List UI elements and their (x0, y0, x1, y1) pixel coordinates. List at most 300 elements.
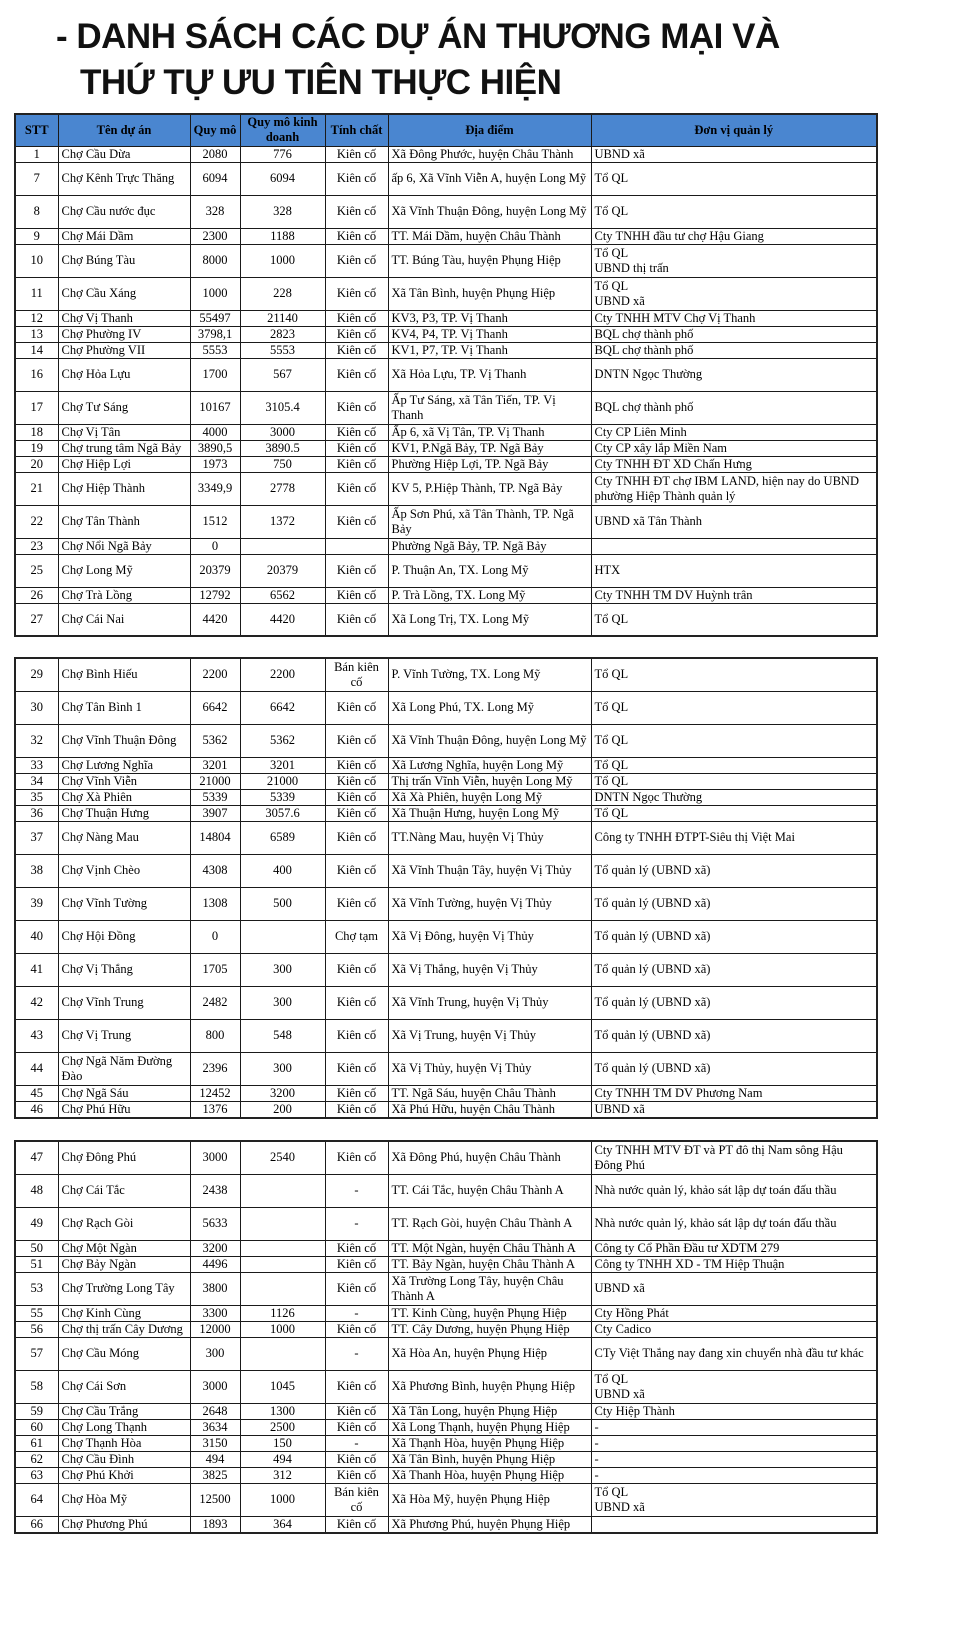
table-row (15, 1085, 877, 1101)
table-row (15, 358, 877, 391)
location-cell: KV4, P4, TP. Vị Thanh (388, 326, 591, 342)
stt-cell: 66 (15, 1516, 58, 1533)
name-cell: Chợ Búng Tàu (58, 244, 190, 277)
type-cell: Kiên cố (325, 1370, 388, 1403)
stt-cell: 59 (15, 1403, 58, 1419)
scale-cell: 10167 (190, 391, 240, 424)
table-row (15, 326, 877, 342)
table-row (15, 1516, 877, 1533)
stt-cell: 29 (15, 658, 58, 691)
business-scale-cell: 2823 (240, 326, 325, 342)
stt-cell: 40 (15, 920, 58, 953)
location-cell: Xã Hòa Mỹ, huyện Phụng Hiệp (388, 1483, 591, 1516)
manager-cell: Tổ QL UBND xã (591, 1370, 877, 1403)
type-cell: Kiên cố (325, 505, 388, 538)
name-cell: Chợ Long Mỹ (58, 554, 190, 587)
manager-cell: UBND xã (591, 146, 877, 162)
manager-cell: Cty Hiệp Thành (591, 1403, 877, 1419)
table-row (15, 1467, 877, 1483)
scale-cell: 12792 (190, 587, 240, 603)
business-scale-cell: 2540 (240, 1141, 325, 1174)
scale-cell: 1893 (190, 1516, 240, 1533)
stt-cell: 18 (15, 424, 58, 440)
scale-cell: 4420 (190, 603, 240, 636)
location-cell: Xã Vĩnh Trung, huyện Vị Thủy (388, 986, 591, 1019)
table-row (15, 424, 877, 440)
type-cell: Bán kiên cố (325, 658, 388, 691)
table-row (15, 1321, 877, 1337)
scale-cell: 2080 (190, 146, 240, 162)
scale-cell: 21000 (190, 773, 240, 789)
table-row (15, 724, 877, 757)
stt-cell: 11 (15, 277, 58, 310)
manager-cell: UBND xã (591, 1272, 877, 1305)
table-row (15, 1483, 877, 1516)
type-cell: - (325, 1337, 388, 1370)
stt-cell: 8 (15, 195, 58, 228)
stt-cell: 23 (15, 538, 58, 554)
project-table-part-3 (14, 1140, 878, 1534)
manager-cell: Tổ quản lý (UBND xã) (591, 920, 877, 953)
name-cell: Chợ Cầu nước đục (58, 195, 190, 228)
stt-cell: 26 (15, 587, 58, 603)
name-cell: Chợ Tư Sáng (58, 391, 190, 424)
scale-cell: 4496 (190, 1256, 240, 1272)
business-scale-cell: 150 (240, 1435, 325, 1451)
scale-cell: 2438 (190, 1174, 240, 1207)
table-row (15, 1272, 877, 1305)
name-cell: Chợ Nổi Ngã Bảy (58, 538, 190, 554)
table-row (15, 1256, 877, 1272)
project-table-part-1 (14, 113, 878, 637)
stt-cell: 16 (15, 358, 58, 391)
type-cell: Kiên cố (325, 195, 388, 228)
location-cell: Xã Vĩnh Tường, huyện Vị Thủy (388, 887, 591, 920)
scale-cell: 328 (190, 195, 240, 228)
table-row (15, 1451, 877, 1467)
stt-cell: 37 (15, 821, 58, 854)
stt-cell: 51 (15, 1256, 58, 1272)
business-scale-cell: 3200 (240, 1085, 325, 1101)
stt-cell: 57 (15, 1337, 58, 1370)
scale-cell: 12000 (190, 1321, 240, 1337)
location-cell: Xã Vị Trung, huyện Vị Thủy (388, 1019, 591, 1052)
business-scale-cell: 300 (240, 1052, 325, 1085)
name-cell: Chợ Cầu Đình (58, 1451, 190, 1467)
type-cell: Kiên cố (325, 146, 388, 162)
name-cell: Chợ Mái Dầm (58, 228, 190, 244)
business-scale-cell (240, 1207, 325, 1240)
name-cell: Chợ trung tâm Ngã Bảy (58, 440, 190, 456)
manager-cell: Tổ QL (591, 691, 877, 724)
business-scale-cell: 1126 (240, 1305, 325, 1321)
name-cell: Chợ Cầu Trắng (58, 1403, 190, 1419)
scale-cell: 2482 (190, 986, 240, 1019)
scale-cell: 5339 (190, 789, 240, 805)
header-scale: Quy mô (190, 114, 240, 146)
business-scale-cell: 300 (240, 953, 325, 986)
business-scale-cell (240, 920, 325, 953)
stt-cell: 44 (15, 1052, 58, 1085)
location-cell: Xã Vị Thắng, huyện Vị Thủy (388, 953, 591, 986)
manager-cell: Công ty TNHH ĐTPT-Siêu thị Việt Mai (591, 821, 877, 854)
business-scale-cell: 6562 (240, 587, 325, 603)
table-row (15, 805, 877, 821)
business-scale-cell: 5339 (240, 789, 325, 805)
business-scale-cell: 6589 (240, 821, 325, 854)
stt-cell: 39 (15, 887, 58, 920)
table-row (15, 146, 877, 162)
type-cell: Kiên cố (325, 1321, 388, 1337)
business-scale-cell: 3000 (240, 424, 325, 440)
name-cell: Chợ Phú Khởi (58, 1467, 190, 1483)
stt-cell: 41 (15, 953, 58, 986)
manager-cell: Cty TNHH đầu tư chợ Hậu Giang (591, 228, 877, 244)
business-scale-cell: 548 (240, 1019, 325, 1052)
location-cell: Xã Thanh Hòa, huyện Phụng Hiệp (388, 1467, 591, 1483)
type-cell: Kiên cố (325, 1419, 388, 1435)
business-scale-cell (240, 1256, 325, 1272)
name-cell: Chợ Phương Phú (58, 1516, 190, 1533)
header-stt: STT (15, 114, 58, 146)
scale-cell: 12500 (190, 1483, 240, 1516)
location-cell: Xã Đông Phước, huyện Châu Thành (388, 146, 591, 162)
location-cell: KV1, P7, TP. Vị Thanh (388, 342, 591, 358)
name-cell: Chợ Hòa Mỹ (58, 1483, 190, 1516)
title-line-1: - DANH SÁCH CÁC DỰ ÁN THƯƠNG MẠI VÀ (56, 17, 780, 56)
type-cell: Kiên cố (325, 358, 388, 391)
manager-cell: Nhà nước quản lý, khảo sát lập dự toán đấu thầu (591, 1174, 877, 1207)
name-cell: Chợ Bình Hiếu (58, 658, 190, 691)
location-cell: P. Thuận An, TX. Long Mỹ (388, 554, 591, 587)
manager-cell: Tổ QL UBND xã (591, 277, 877, 310)
type-cell: Kiên cố (325, 440, 388, 456)
business-scale-cell: 3890.5 (240, 440, 325, 456)
type-cell: Kiên cố (325, 1019, 388, 1052)
name-cell: Chợ Hiệp Thành (58, 472, 190, 505)
table-row (15, 658, 877, 691)
manager-cell: Tổ QL (591, 724, 877, 757)
manager-cell: Tổ QL (591, 603, 877, 636)
table-row (15, 1019, 877, 1052)
manager-cell: DNTN Ngọc Thường (591, 789, 877, 805)
location-cell: TT. Rạch Gòi, huyện Châu Thành A (388, 1207, 591, 1240)
table-row (15, 244, 877, 277)
type-cell: Kiên cố (325, 1516, 388, 1533)
name-cell: Chợ Hội Đồng (58, 920, 190, 953)
stt-cell: 60 (15, 1419, 58, 1435)
name-cell: Chợ Hỏa Lựu (58, 358, 190, 391)
table-row (15, 391, 877, 424)
name-cell: Chợ Cầu Móng (58, 1337, 190, 1370)
stt-cell: 48 (15, 1174, 58, 1207)
stt-cell: 20 (15, 456, 58, 472)
table-row (15, 554, 877, 587)
name-cell: Chợ Vị Tân (58, 424, 190, 440)
business-scale-cell: 2500 (240, 1419, 325, 1435)
name-cell: Chợ Cầu Xáng (58, 277, 190, 310)
manager-cell: Cty TNHH MTV Chợ Vị Thanh (591, 310, 877, 326)
stt-cell: 9 (15, 228, 58, 244)
name-cell: Chợ thị trấn Cây Dương (58, 1321, 190, 1337)
stt-cell: 43 (15, 1019, 58, 1052)
business-scale-cell (240, 1272, 325, 1305)
scale-cell: 6642 (190, 691, 240, 724)
stt-cell: 58 (15, 1370, 58, 1403)
location-cell: Xã Vĩnh Thuận Đông, huyện Long Mỹ (388, 195, 591, 228)
name-cell: Chợ Kênh Trực Thăng (58, 162, 190, 195)
stt-cell: 47 (15, 1141, 58, 1174)
stt-cell: 46 (15, 1101, 58, 1118)
location-cell: Xã Phú Hữu, huyện Châu Thành (388, 1101, 591, 1118)
type-cell: Kiên cố (325, 326, 388, 342)
scale-cell: 3000 (190, 1370, 240, 1403)
table-row (15, 887, 877, 920)
name-cell: Chợ Vị Thanh (58, 310, 190, 326)
location-cell: ấp 6, Xã Vĩnh Viễn A, huyện Long Mỹ (388, 162, 591, 195)
business-scale-cell: 228 (240, 277, 325, 310)
stt-cell: 14 (15, 342, 58, 358)
type-cell: Kiên cố (325, 1141, 388, 1174)
manager-cell: Tổ quản lý (UBND xã) (591, 1052, 877, 1085)
scale-cell: 800 (190, 1019, 240, 1052)
manager-cell (591, 1516, 877, 1533)
manager-cell: HTX (591, 554, 877, 587)
stt-cell: 55 (15, 1305, 58, 1321)
manager-cell: Nhà nước quản lý, khảo sát lập dự toán đấu thầu (591, 1207, 877, 1240)
stt-cell: 63 (15, 1467, 58, 1483)
scale-cell: 6094 (190, 162, 240, 195)
location-cell: P. Trà Lồng, TX. Long Mỹ (388, 587, 591, 603)
type-cell (325, 538, 388, 554)
stt-cell: 34 (15, 773, 58, 789)
type-cell: Kiên cố (325, 554, 388, 587)
scale-cell: 0 (190, 920, 240, 953)
business-scale-cell: 776 (240, 146, 325, 162)
manager-cell (591, 538, 877, 554)
manager-cell: Tổ QL (591, 162, 877, 195)
manager-cell: Tổ QL (591, 805, 877, 821)
type-cell: Kiên cố (325, 887, 388, 920)
business-scale-cell: 1045 (240, 1370, 325, 1403)
type-cell: Kiên cố (325, 1272, 388, 1305)
location-cell: TT. Cái Tắc, huyện Châu Thành A (388, 1174, 591, 1207)
location-cell: Xã Vĩnh Thuận Tây, huyện Vị Thủy (388, 854, 591, 887)
business-scale-cell: 20379 (240, 554, 325, 587)
table-row (15, 1419, 877, 1435)
type-cell: Kiên cố (325, 854, 388, 887)
header-business-scale: Quy mô kinh doanh (240, 114, 325, 146)
manager-cell: Tổ QL (591, 658, 877, 691)
name-cell: Chợ Cái Tắc (58, 1174, 190, 1207)
scale-cell: 1973 (190, 456, 240, 472)
table-row (15, 986, 877, 1019)
location-cell: TT. Cây Dương, huyện Phụng Hiệp (388, 1321, 591, 1337)
scale-cell: 1000 (190, 277, 240, 310)
header-type: Tính chất (325, 114, 388, 146)
name-cell: Chợ Phú Hữu (58, 1101, 190, 1118)
type-cell: - (325, 1435, 388, 1451)
type-cell: Kiên cố (325, 805, 388, 821)
table-row (15, 1403, 877, 1419)
scale-cell: 5633 (190, 1207, 240, 1240)
header-manager: Đơn vị quản lý (591, 114, 877, 146)
business-scale-cell: 5362 (240, 724, 325, 757)
name-cell: Chợ Trường Long Tây (58, 1272, 190, 1305)
name-cell: Chợ Kinh Cùng (58, 1305, 190, 1321)
scale-cell: 3798,1 (190, 326, 240, 342)
stt-cell: 19 (15, 440, 58, 456)
name-cell: Chợ Rạch Gòi (58, 1207, 190, 1240)
location-cell: Xã Đông Phú, huyện Châu Thành (388, 1141, 591, 1174)
stt-cell: 42 (15, 986, 58, 1019)
table-row (15, 920, 877, 953)
name-cell: Chợ Thạnh Hòa (58, 1435, 190, 1451)
table-row (15, 773, 877, 789)
location-cell: TT. Mái Dầm, huyện Châu Thành (388, 228, 591, 244)
location-cell: TT. Búng Tàu, huyện Phụng Hiệp (388, 244, 591, 277)
business-scale-cell: 364 (240, 1516, 325, 1533)
location-cell: Xã Long Thạnh, huyện Phụng Hiệp (388, 1419, 591, 1435)
stt-cell: 27 (15, 603, 58, 636)
business-scale-cell: 400 (240, 854, 325, 887)
table-row (15, 1337, 877, 1370)
type-cell: Kiên cố (325, 162, 388, 195)
type-cell: Kiên cố (325, 773, 388, 789)
type-cell: Kiên cố (325, 1240, 388, 1256)
stt-cell: 7 (15, 162, 58, 195)
stt-cell: 56 (15, 1321, 58, 1337)
scale-cell: 14804 (190, 821, 240, 854)
table-row (15, 1052, 877, 1085)
scale-cell: 1700 (190, 358, 240, 391)
table-row (15, 953, 877, 986)
stt-cell: 21 (15, 472, 58, 505)
type-cell: Kiên cố (325, 1052, 388, 1085)
location-cell: TT. Bảy Ngàn, huyện Châu Thành A (388, 1256, 591, 1272)
type-cell: Kiên cố (325, 986, 388, 1019)
stt-cell: 36 (15, 805, 58, 821)
location-cell: Xã Vĩnh Thuận Đông, huyện Long Mỹ (388, 724, 591, 757)
location-cell: Xã Tân Bình, huyện Phụng Hiệp (388, 1451, 591, 1467)
manager-cell: Cty TNHH TM DV Phương Nam (591, 1085, 877, 1101)
header-location: Địa điểm (388, 114, 591, 146)
name-cell: Chợ Đông Phú (58, 1141, 190, 1174)
scale-cell: 3634 (190, 1419, 240, 1435)
type-cell: Kiên cố (325, 391, 388, 424)
table-row (15, 310, 877, 326)
manager-cell: CTy Việt Thắng nay đang xin chuyển nhà đầu tư khác (591, 1337, 877, 1370)
business-scale-cell: 6642 (240, 691, 325, 724)
scale-cell: 3000 (190, 1141, 240, 1174)
stt-cell: 32 (15, 724, 58, 757)
location-cell: TT. Một Ngàn, huyện Châu Thành A (388, 1240, 591, 1256)
location-cell: Xã Xà Phiên, huyện Long Mỹ (388, 789, 591, 805)
scale-cell: 4308 (190, 854, 240, 887)
scale-cell: 494 (190, 1451, 240, 1467)
manager-cell: Tổ quản lý (UBND xã) (591, 887, 877, 920)
location-cell: TT. Kinh Cùng, huyện Phụng Hiệp (388, 1305, 591, 1321)
table-row (15, 472, 877, 505)
stt-cell: 1 (15, 146, 58, 162)
type-cell: Kiên cố (325, 342, 388, 358)
table-row (15, 789, 877, 805)
manager-cell: Cty Hồng Phát (591, 1305, 877, 1321)
name-cell: Chợ Một Ngàn (58, 1240, 190, 1256)
stt-cell: 64 (15, 1483, 58, 1516)
scale-cell: 3200 (190, 1240, 240, 1256)
name-cell: Chợ Tân Thành (58, 505, 190, 538)
business-scale-cell: 3201 (240, 757, 325, 773)
business-scale-cell: 1000 (240, 244, 325, 277)
manager-cell: Cty TNHH TM DV Huỳnh trân (591, 587, 877, 603)
stt-cell: 25 (15, 554, 58, 587)
location-cell: Ấp Tư Sáng, xã Tân Tiến, TP. Vị Thanh (388, 391, 591, 424)
table-row (15, 1240, 877, 1256)
scale-cell: 3907 (190, 805, 240, 821)
scale-cell: 1512 (190, 505, 240, 538)
type-cell: Kiên cố (325, 1467, 388, 1483)
type-cell: Kiên cố (325, 724, 388, 757)
scale-cell: 12452 (190, 1085, 240, 1101)
manager-cell: Công ty Cổ Phần Đầu tư XDTM 279 (591, 1240, 877, 1256)
table-row (15, 440, 877, 456)
business-scale-cell: 750 (240, 456, 325, 472)
table-row (15, 691, 877, 724)
location-cell: Xã Trường Long Tây, huyện Châu Thành A (388, 1272, 591, 1305)
name-cell: Chợ Thuận Hưng (58, 805, 190, 821)
title-line-2: THỨ TỰ ƯU TIÊN THỰC HIỆN (80, 63, 562, 102)
type-cell: Kiên cố (325, 1101, 388, 1118)
business-scale-cell (240, 538, 325, 554)
business-scale-cell: 3057.6 (240, 805, 325, 821)
type-cell: - (325, 1305, 388, 1321)
manager-cell: - (591, 1451, 877, 1467)
scale-cell: 1705 (190, 953, 240, 986)
type-cell: Bán kiên cố (325, 1483, 388, 1516)
stt-cell: 61 (15, 1435, 58, 1451)
type-cell: Kiên cố (325, 757, 388, 773)
business-scale-cell: 328 (240, 195, 325, 228)
location-cell: Xã Hòa An, huyện Phụng Hiệp (388, 1337, 591, 1370)
name-cell: Chợ Vĩnh Trung (58, 986, 190, 1019)
table-row (15, 1141, 877, 1174)
type-cell: Kiên cố (325, 472, 388, 505)
scale-cell: 3800 (190, 1272, 240, 1305)
type-cell: - (325, 1207, 388, 1240)
stt-cell: 33 (15, 757, 58, 773)
table-row (15, 277, 877, 310)
location-cell: Phường Hiệp Lợi, TP. Ngã Bảy (388, 456, 591, 472)
name-cell: Chợ Vị Trung (58, 1019, 190, 1052)
name-cell: Chợ Hiệp Lợi (58, 456, 190, 472)
stt-cell: 13 (15, 326, 58, 342)
location-cell: Xã Long Trị, TX. Long Mỹ (388, 603, 591, 636)
business-scale-cell: 200 (240, 1101, 325, 1118)
location-cell: Xã Vị Đông, huyện Vị Thủy (388, 920, 591, 953)
scale-cell: 2300 (190, 228, 240, 244)
name-cell: Chợ Ngã Năm Đường Đào (58, 1052, 190, 1085)
scale-cell: 0 (190, 538, 240, 554)
scale-cell: 5362 (190, 724, 240, 757)
location-cell: Ấp Sơn Phú, xã Tân Thành, TP. Ngã Bảy (388, 505, 591, 538)
manager-cell: UBND xã Tân Thành (591, 505, 877, 538)
type-cell: Kiên cố (325, 603, 388, 636)
stt-cell: 49 (15, 1207, 58, 1240)
stt-cell: 38 (15, 854, 58, 887)
scale-cell: 3349,9 (190, 472, 240, 505)
business-scale-cell: 300 (240, 986, 325, 1019)
